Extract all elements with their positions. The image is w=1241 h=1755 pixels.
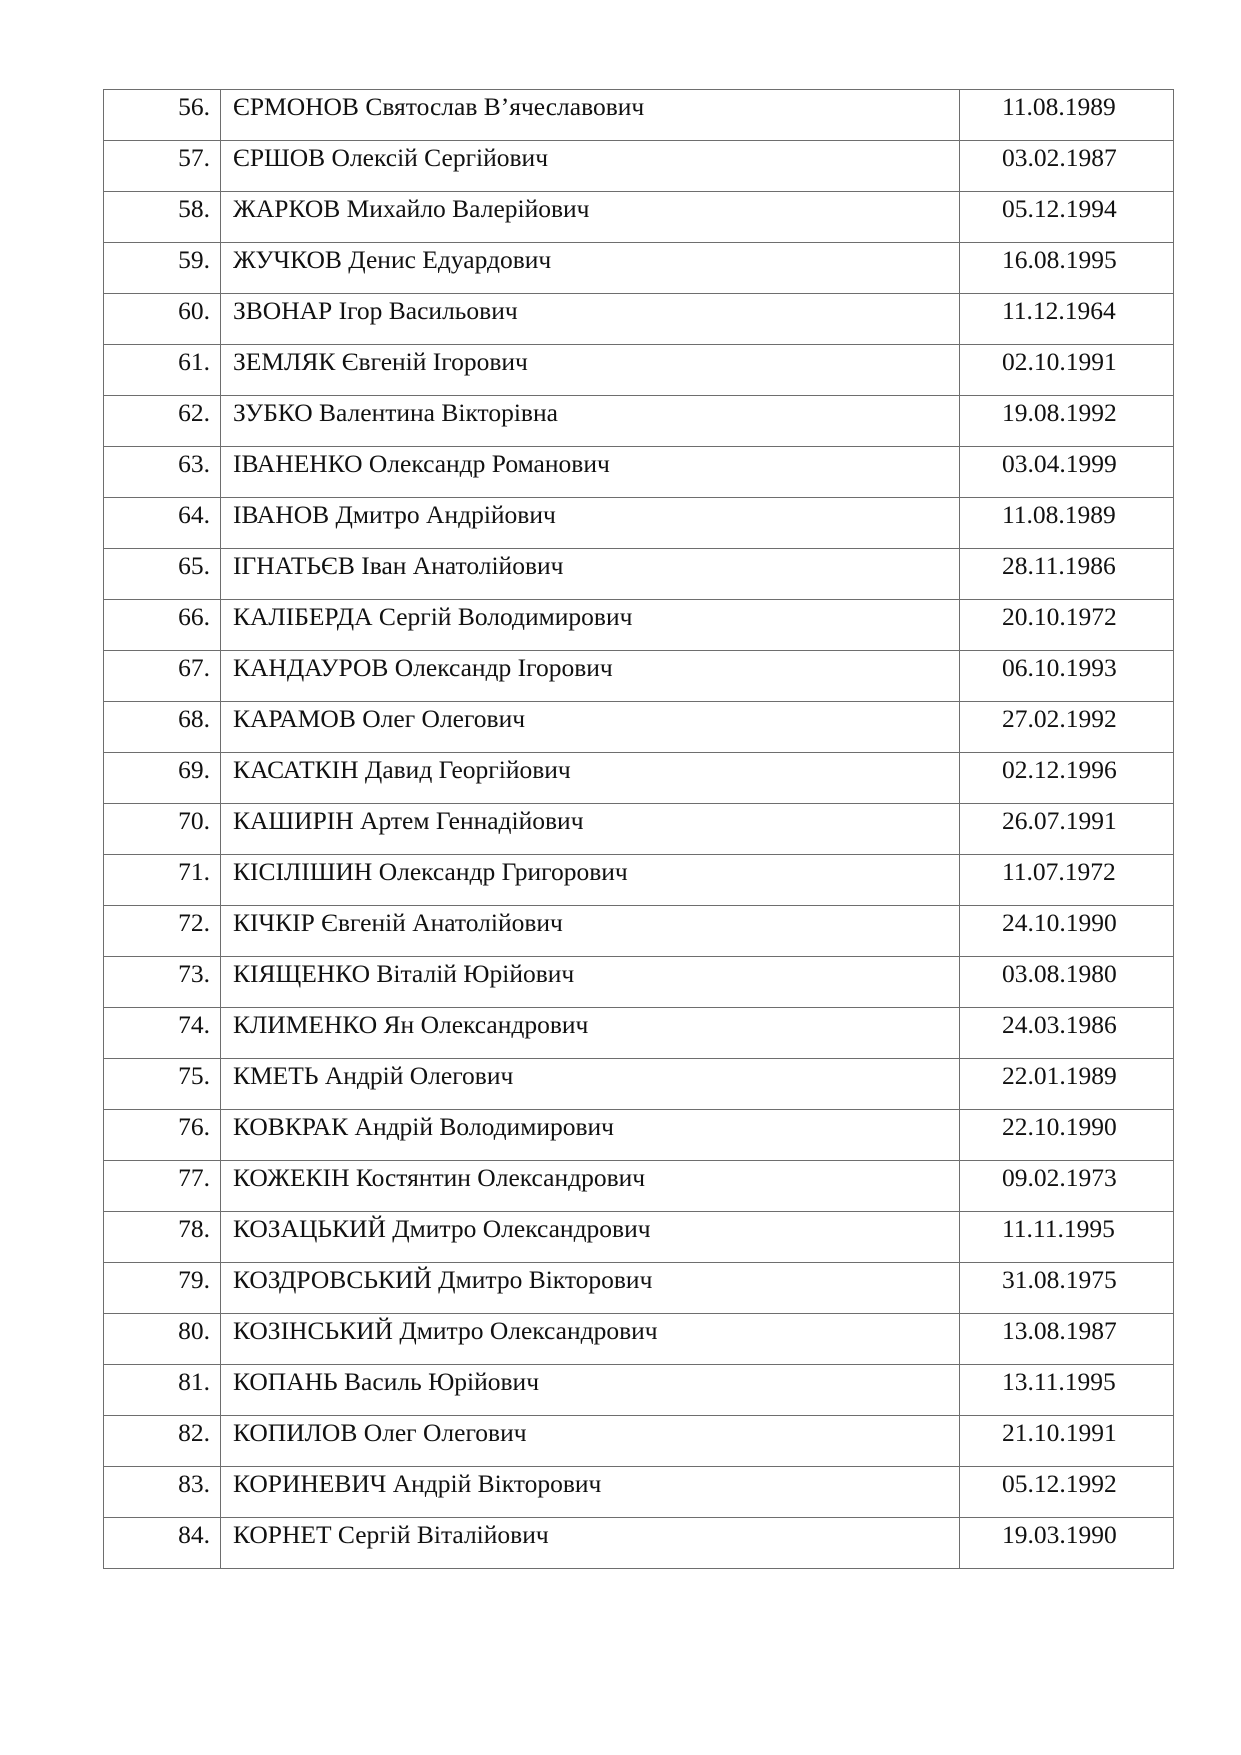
table-row — [104, 1314, 1174, 1365]
birth-date-cell: 26.07.1991 — [960, 804, 1174, 855]
roster-table — [103, 89, 1174, 1569]
row-number-cell: 57. — [104, 141, 221, 192]
row-number-cell: 83. — [104, 1467, 221, 1518]
birth-date-cell: 13.08.1987 — [960, 1314, 1174, 1365]
birth-date-cell: 31.08.1975 — [960, 1263, 1174, 1314]
table-row — [104, 651, 1174, 702]
birth-date-cell: 03.08.1980 — [960, 957, 1174, 1008]
table-row — [104, 1161, 1174, 1212]
person-name-cell: КОРИНЕВИЧ Андрій Вікторович — [221, 1467, 960, 1518]
row-number-cell: 64. — [104, 498, 221, 549]
row-number-cell: 75. — [104, 1059, 221, 1110]
birth-date-cell: 27.02.1992 — [960, 702, 1174, 753]
person-name-cell: КОРНЕТ Сергій Віталійович — [221, 1518, 960, 1569]
row-number-cell: 73. — [104, 957, 221, 1008]
row-number-cell: 72. — [104, 906, 221, 957]
row-number-cell: 63. — [104, 447, 221, 498]
birth-date-cell: 24.10.1990 — [960, 906, 1174, 957]
table-row — [104, 600, 1174, 651]
table-row — [104, 141, 1174, 192]
person-name-cell: КАСАТКІН Давид Георгійович — [221, 753, 960, 804]
person-name-cell: КОЖЕКІН Костянтин Олександрович — [221, 1161, 960, 1212]
birth-date-cell: 22.01.1989 — [960, 1059, 1174, 1110]
row-number-cell: 81. — [104, 1365, 221, 1416]
row-number-cell: 69. — [104, 753, 221, 804]
birth-date-cell: 22.10.1990 — [960, 1110, 1174, 1161]
person-name-cell: ІВАНОВ Дмитро Андрійович — [221, 498, 960, 549]
row-number-cell: 65. — [104, 549, 221, 600]
row-number-cell: 59. — [104, 243, 221, 294]
row-number-cell: 78. — [104, 1212, 221, 1263]
row-number-cell: 74. — [104, 1008, 221, 1059]
person-name-cell: КАРАМОВ Олег Олегович — [221, 702, 960, 753]
table-row — [104, 804, 1174, 855]
row-number-cell: 60. — [104, 294, 221, 345]
birth-date-cell: 20.10.1972 — [960, 600, 1174, 651]
row-number-cell: 82. — [104, 1416, 221, 1467]
person-name-cell: ЗЕМЛЯК Євгеній Ігорович — [221, 345, 960, 396]
row-number-cell: 70. — [104, 804, 221, 855]
person-name-cell: КОПАНЬ Василь Юрійович — [221, 1365, 960, 1416]
birth-date-cell: 11.07.1972 — [960, 855, 1174, 906]
person-name-cell: КОЗДРОВСЬКИЙ Дмитро Вікторович — [221, 1263, 960, 1314]
person-name-cell: ЖАРКОВ Михайло Валерійович — [221, 192, 960, 243]
row-number-cell: 56. — [104, 90, 221, 141]
birth-date-cell: 19.08.1992 — [960, 396, 1174, 447]
table-row — [104, 855, 1174, 906]
row-number-cell: 62. — [104, 396, 221, 447]
birth-date-cell: 21.10.1991 — [960, 1416, 1174, 1467]
table-row — [104, 1059, 1174, 1110]
row-number-cell: 80. — [104, 1314, 221, 1365]
table-row — [104, 192, 1174, 243]
table-row — [104, 1263, 1174, 1314]
table-row — [104, 396, 1174, 447]
table-row — [104, 549, 1174, 600]
person-name-cell: КІСІЛІШИН Олександр Григорович — [221, 855, 960, 906]
person-name-cell: ЖУЧКОВ Денис Едуардович — [221, 243, 960, 294]
birth-date-cell: 11.12.1964 — [960, 294, 1174, 345]
row-number-cell: 77. — [104, 1161, 221, 1212]
table-row — [104, 1467, 1174, 1518]
table-row — [104, 294, 1174, 345]
birth-date-cell: 16.08.1995 — [960, 243, 1174, 294]
birth-date-cell: 02.10.1991 — [960, 345, 1174, 396]
person-name-cell: ЄРМОНОВ Святослав В’ячеславович — [221, 90, 960, 141]
birth-date-cell: 13.11.1995 — [960, 1365, 1174, 1416]
row-number-cell: 68. — [104, 702, 221, 753]
birth-date-cell: 11.11.1995 — [960, 1212, 1174, 1263]
person-name-cell: ЗВОНАР Ігор Васильович — [221, 294, 960, 345]
table-row — [104, 957, 1174, 1008]
person-name-cell: КАЛІБЕРДА Сергій Володимирович — [221, 600, 960, 651]
birth-date-cell: 11.08.1989 — [960, 90, 1174, 141]
birth-date-cell: 03.02.1987 — [960, 141, 1174, 192]
person-name-cell: ІГНАТЬЄВ Іван Анатолійович — [221, 549, 960, 600]
birth-date-cell: 11.08.1989 — [960, 498, 1174, 549]
person-name-cell: КАШИРІН Артем Геннадійович — [221, 804, 960, 855]
row-number-cell: 79. — [104, 1263, 221, 1314]
birth-date-cell: 19.03.1990 — [960, 1518, 1174, 1569]
row-number-cell: 66. — [104, 600, 221, 651]
person-name-cell: КІЯЩЕНКО Віталій Юрійович — [221, 957, 960, 1008]
table-row — [104, 90, 1174, 141]
person-name-cell: КЛИМЕНКО Ян Олександрович — [221, 1008, 960, 1059]
row-number-cell: 58. — [104, 192, 221, 243]
person-name-cell: ІВАНЕНКО Олександр Романович — [221, 447, 960, 498]
table-row — [104, 1008, 1174, 1059]
table-row — [104, 1518, 1174, 1569]
person-name-cell: ЗУБКО Валентина Вікторівна — [221, 396, 960, 447]
birth-date-cell: 03.04.1999 — [960, 447, 1174, 498]
table-row — [104, 702, 1174, 753]
birth-date-cell: 05.12.1992 — [960, 1467, 1174, 1518]
table-row — [104, 447, 1174, 498]
row-number-cell: 71. — [104, 855, 221, 906]
table-row — [104, 243, 1174, 294]
birth-date-cell: 09.02.1973 — [960, 1161, 1174, 1212]
person-name-cell: КОЗІНСЬКИЙ Дмитро Олександрович — [221, 1314, 960, 1365]
table-row — [104, 1110, 1174, 1161]
birth-date-cell: 24.03.1986 — [960, 1008, 1174, 1059]
table-row — [104, 345, 1174, 396]
table-row — [104, 1365, 1174, 1416]
table-row — [104, 1212, 1174, 1263]
birth-date-cell: 05.12.1994 — [960, 192, 1174, 243]
birth-date-cell: 06.10.1993 — [960, 651, 1174, 702]
birth-date-cell: 02.12.1996 — [960, 753, 1174, 804]
table-row — [104, 753, 1174, 804]
row-number-cell: 76. — [104, 1110, 221, 1161]
person-name-cell: КІЧКІР Євгеній Анатолійович — [221, 906, 960, 957]
person-name-cell: КМЕТЬ Андрій Олегович — [221, 1059, 960, 1110]
person-name-cell: КОВКРАК Андрій Володимирович — [221, 1110, 960, 1161]
person-name-cell: КОЗАЦЬКИЙ Дмитро Олександрович — [221, 1212, 960, 1263]
table-row — [104, 1416, 1174, 1467]
table-row — [104, 498, 1174, 549]
person-name-cell: ЄРШОВ Олексій Сергійович — [221, 141, 960, 192]
table-row — [104, 906, 1174, 957]
row-number-cell: 67. — [104, 651, 221, 702]
roster-table-body — [104, 90, 1174, 1569]
row-number-cell: 84. — [104, 1518, 221, 1569]
row-number-cell: 61. — [104, 345, 221, 396]
person-name-cell: КОПИЛОВ Олег Олегович — [221, 1416, 960, 1467]
birth-date-cell: 28.11.1986 — [960, 549, 1174, 600]
person-name-cell: КАНДАУРОВ Олександр Ігорович — [221, 651, 960, 702]
